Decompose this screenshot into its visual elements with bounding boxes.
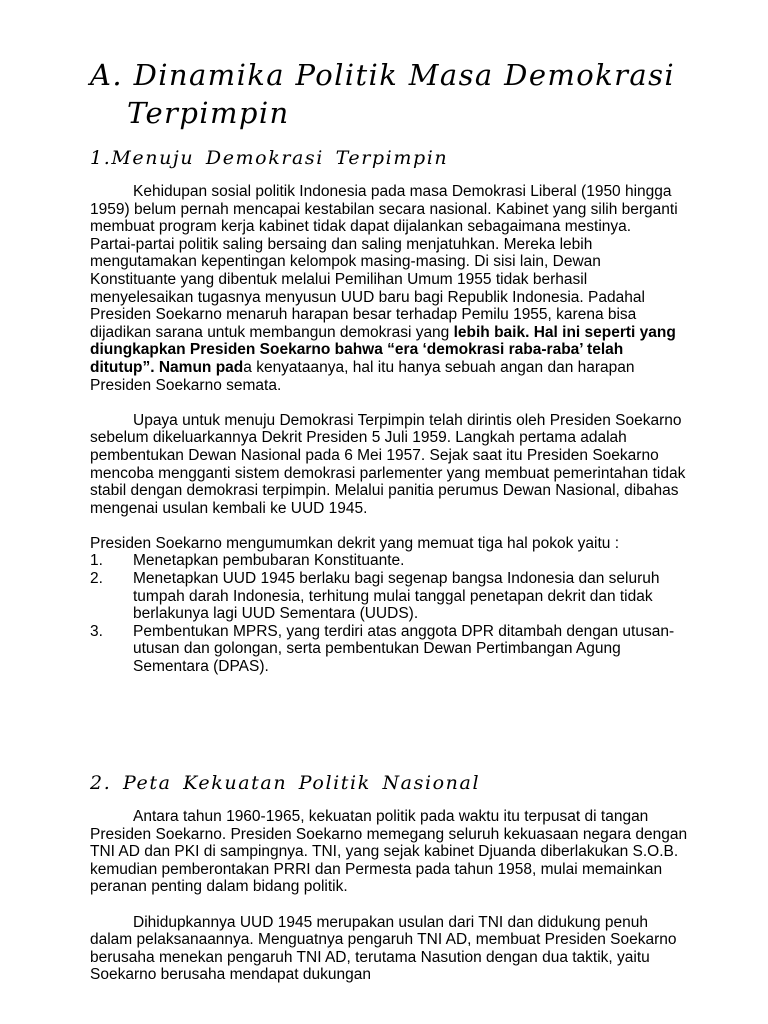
section-1-heading: 1.Menuju Demokrasi Terpimpin <box>90 147 449 169</box>
decree-item-number: 2. <box>90 570 103 588</box>
section-1-paragraph-2-text-a: Partai-partai politik saling bersaing dan saling menjatuhkan. Mereka lebih mengutamakan kepentingan kelompok masing-masing. Di sisi lain, Dewan Konstituante yang dibentuk melalui Pemilihan Umum 1955 tidak berhasil menyelesaikan tugasnya menyusun UUD baru bagi Republik Indonesia. Padahal Presiden Soekarno menaruh harapan besar terhadap Pemilu 1955, karena bisa dijadikan sarana untuk membangun demokrasi yang <box>90 235 645 341</box>
paragraph-gap <box>90 394 690 412</box>
section-1-paragraph-1: Kehidupan sosial politik Indonesia pada masa Demokrasi Liberal (1950 hingga 1959) belum pernah mencapai kestabilan secara nasional. Kabinet yang silih berganti membuat program kerja kabinet tidak dapat dijalankan sebagaimana mestinya. <box>90 183 678 236</box>
decree-item-text: Menetapkan pembubaran Konstituante. <box>133 552 405 570</box>
paragraph-gap <box>90 517 690 535</box>
decree-item <box>90 623 690 676</box>
decree-item-number: 3. <box>90 622 103 640</box>
section-2-paragraph-1: Antara tahun 1960-1965, kekuatan politik pada waktu itu terpusat di tangan Presiden Soekarno. Presiden Soekarno memegang seluruh kekuasaan negara dengan TNI AD dan PKI di sampingnya. TNI, yang sejak kabinet Djuanda diberlakukan S.O.B. kemudian pemberontakan PRRI dan Permesta pada tahun 1958, mulai memainkan peranan penting dalam bidang politik. <box>90 808 688 896</box>
paragraph-gap <box>90 896 690 914</box>
section-1-paragraph-2 <box>90 236 690 394</box>
decree-item-text: Pembentukan MPRS, yang terdiri atas anggota DPR ditambah dengan utusan-utusan dan golongan, serta pembentukan Dewan Pertimbangan Agung Sementara (DPAS). <box>133 622 675 676</box>
page-title <box>90 56 730 132</box>
title-line-1: A. Dinamika Politik Masa Demokrasi <box>90 58 676 92</box>
section-1-paragraph-2-text-b: a kenyataanya, hal itu hanya sebuah angan dan harapan Presiden Soekarno semata. <box>90 358 635 394</box>
section-2-heading: 2. Peta Kekuatan Politik Nasional <box>90 772 481 794</box>
section-2-body <box>90 808 690 984</box>
decree-item <box>90 570 690 623</box>
decree-intro: Presiden Soekarno mengumumkan dekrit yang memuat tiga hal pokok yaitu : <box>90 534 620 552</box>
decree-list <box>90 552 690 675</box>
decree-item-text: Menetapkan UUD 1945 berlaku bagi segenap bangsa Indonesia dan seluruh tumpah darah Indonesia, terhitung mulai tanggal penetapan dekrit dan tidak berlakunya lagi UUD Sementara (UUDS). <box>133 570 660 623</box>
section-1-paragraph-3: Upaya untuk menuju Demokrasi Terpimpin telah dirintis oleh Presiden Soekarno sebelum dikeluarkannya Dekrit Presiden 5 Juli 1959. Langkah pertama adalah pembentukan Dewan Nasional pada 6 Mei 1957. Sejak saat itu Presiden Soekarno mencoba mengganti sistem demokrasi parlementer yang membuat pemerintahan tidak stabil dengan demokrasi terpimpin. Melalui panitia perumus Dewan Nasional, dibahas mengenai usulan kembali ke UUD 1945. <box>90 411 686 517</box>
section-1-paragraph-2-bold: lebih baik. Hal ini seperti yang diungkapkan Presiden Soekarno bahwa “era ‘demokrasi raba-raba’ telah ditutup”. Namun pad <box>90 323 676 376</box>
section-1-body <box>90 183 690 676</box>
decree-item-number: 1. <box>90 552 103 570</box>
decree-item <box>90 552 690 570</box>
title-line-2: Terpimpin <box>127 96 290 130</box>
section-2-paragraph-2: Dihidupkannya UUD 1945 merupakan usulan dari TNI dan didukung penuh dalam pelaksanaannya. Menguatnya pengaruh TNI AD, membuat Presiden Soekarno berusaha menekan pengaruh TNI AD, terutama Nasution dengan dua taktik, yaitu Soekarno berusaha mendapat dukungan <box>90 913 677 984</box>
